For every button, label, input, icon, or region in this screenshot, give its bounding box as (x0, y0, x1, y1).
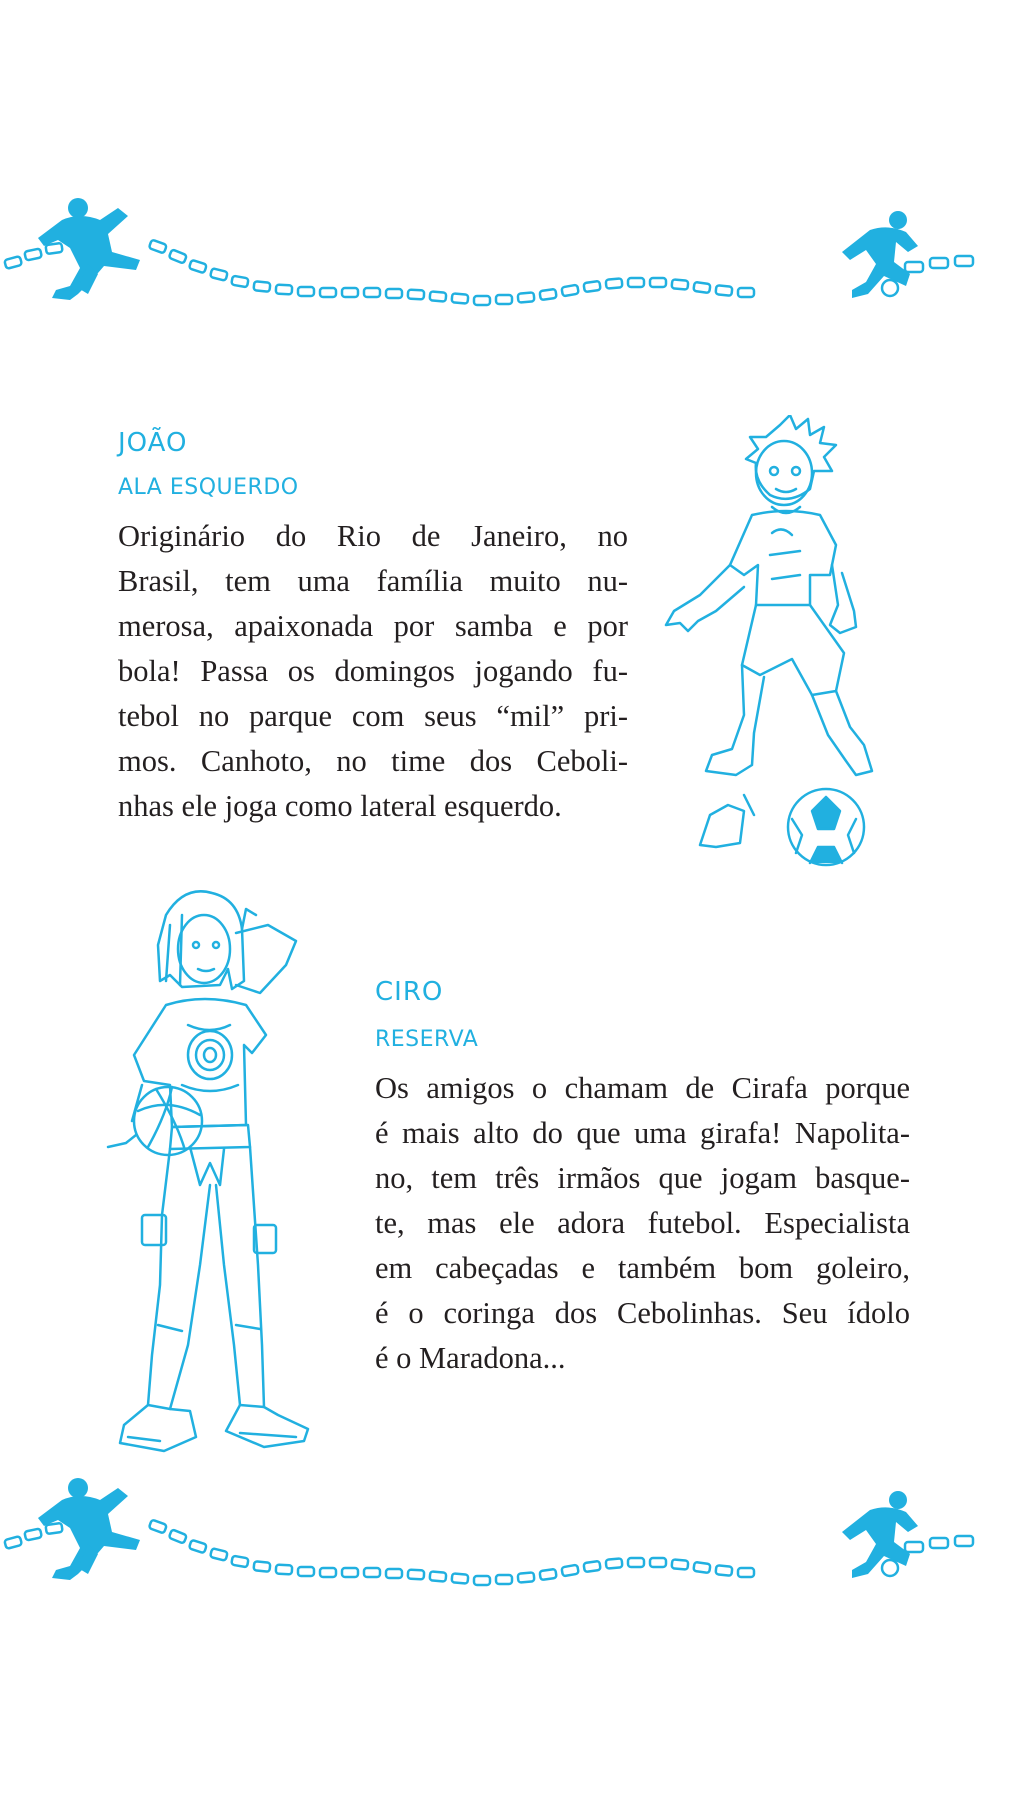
bio-line: Brasil, tem uma família muito nu- (118, 564, 628, 598)
bio-line: Originário do Rio de Janeiro, no (118, 519, 628, 553)
player-position-joao: ALA ESQUERDO (118, 475, 299, 500)
bio-line: em cabeçadas e também bom goleiro, (375, 1251, 910, 1285)
bio-line: merosa, apaixonada por samba e por (118, 609, 628, 643)
player-bio-ciro (375, 1066, 910, 1381)
player-bio-joao (118, 514, 628, 829)
bio-line: mos. Canhoto, no time dos Ceboli- (118, 744, 628, 778)
bio-line: nhas ele joga como lateral esquerdo. (118, 789, 562, 823)
bio-line: é o coringa dos Cebolinhas. Seu ídolo (375, 1296, 910, 1330)
running-player-silhouette-right (842, 1491, 918, 1578)
bio-line: tebol no parque com seus “mil” pri- (118, 699, 628, 733)
running-player-silhouette-right (842, 211, 918, 298)
bio-line: é o Maradona... (375, 1341, 566, 1375)
top-footprint-border (0, 190, 1024, 330)
player-position-ciro: RESERVA (375, 1027, 479, 1052)
running-player-silhouette-left (38, 1478, 140, 1580)
bottom-footprint-border (0, 1470, 1024, 1610)
tall-boy-holding-ball-illustration (100, 885, 340, 1465)
footprint-trail (4, 240, 973, 305)
footprint-trail (4, 1520, 973, 1585)
bio-line: Os amigos o chamam de Cirafa porque (375, 1071, 910, 1105)
player-name-ciro: CIRO (375, 977, 444, 1007)
boy-kicking-ball-illustration (660, 415, 930, 885)
bio-line: bola! Passa os domingos jogando fu- (118, 654, 628, 688)
bio-line: no, tem três irmãos que jogam basque- (375, 1161, 910, 1195)
bio-line: te, mas ele adora futebol. Especialista (375, 1206, 910, 1240)
bio-line: é mais alto do que uma girafa! Napolita- (375, 1116, 910, 1150)
running-player-silhouette-left (38, 198, 140, 300)
player-name-joao: JOÃO (118, 428, 188, 458)
